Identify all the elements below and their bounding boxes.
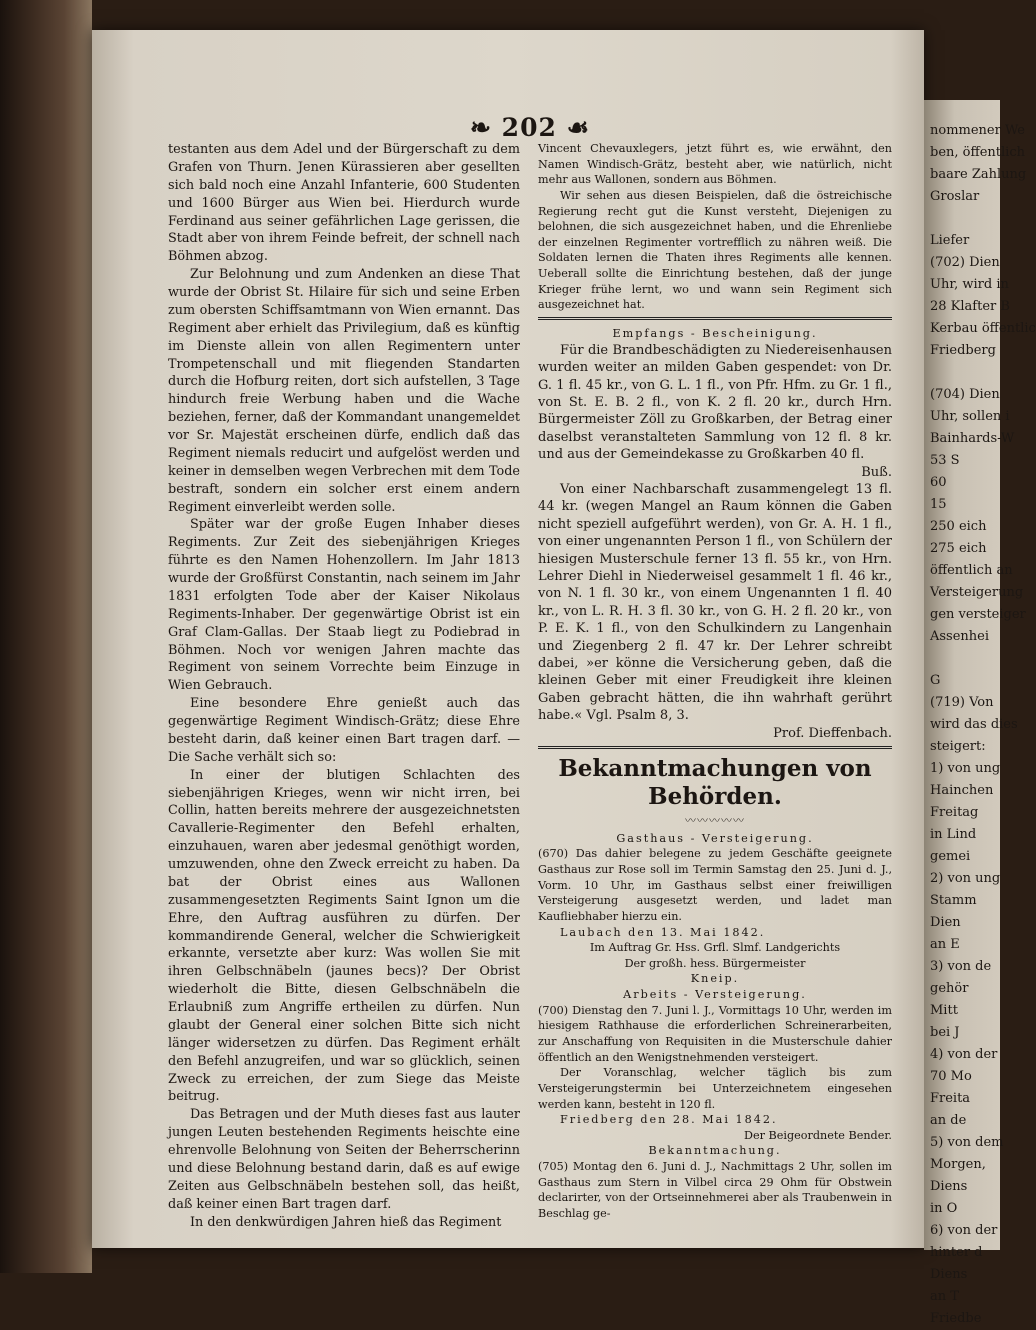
margin-line: Uhr, wird in <box>930 277 1009 292</box>
margin-line: ben, öffentlich <box>930 145 1025 160</box>
paragraph: Das Betragen und der Muth dieses fast aus lauter jungen Leuten bestehenden Regiments heischte eine ehrenvolle Belohnung von Seiten der Beherrscherinn und diese Belohnung bestand darin, daß es auf ewige Zeiten aus Gelbschnäbeln bestehen soll, das heißt, daß keiner einen Bart tragen darf. <box>168 1107 520 1212</box>
margin-line: Uhr, sollen i <box>930 409 1010 424</box>
margin-line: Diens <box>930 1179 968 1194</box>
page-header <box>470 113 590 142</box>
margin-line: Bainhards-W <box>930 431 1015 446</box>
margin-line: an T <box>930 1289 959 1304</box>
announcement-text: (700) Dienstag den 7. Juni l. J., Vormittags 10 Uhr, werden im hiesigem Rathhause die erforderlichen Schreinerarbeiten, zur Anschaffung von Requisiten in die Musterschule dahier öffentlich an den Wenigstnehmenden versteigert. <box>538 1003 892 1064</box>
margin-line: (702) Dien <box>930 255 1000 270</box>
announcement-place-date: Laubach den 13. Mai 1842. <box>560 925 766 939</box>
margin-line: Assenhei <box>930 629 990 644</box>
left-column <box>168 141 520 1231</box>
margin-line: steigert: <box>930 739 986 754</box>
margin-line: Kerbau öffentlic <box>930 321 1036 336</box>
margin-line: 2) von ung <box>930 871 1001 886</box>
receipt-signature: Prof. Dieffenbach. <box>773 725 892 741</box>
margin-line: in Lind <box>930 827 977 842</box>
margin-line: Mitt <box>930 1003 958 1018</box>
paragraph: Vincent Chevauxlegers, jetzt führt es, wie erwähnt, den Namen Windisch-Grätz, besteht aber, wie natürlich, nicht mehr aus Wallonen, sondern aus Böhmen. <box>538 142 892 187</box>
paragraph: Wir sehen aus diesen Beispielen, daß die östreichische Regierung recht gut die Kunst versteht, Diejenigen zu belohnen, die sich ausgezeichnet haben, und die Ehrenliebe der einzelnen Regimenter vortrefflich zu nähren weiß. Die Soldaten lernen die Thaten ihres Regiments alle kennen. Ueberall sollte die Einrichtung bestehen, daß der junge Krieger frühe lernt, wo und wann sein Regiment sich ausgezeichnet hat. <box>538 188 892 312</box>
announcement-text: Der Voranschlag, welcher täglich bis zum Versteigerungstermin bei Unterzeichnetem eingesehen werden kann, besteht in 120 fl. <box>538 1066 892 1111</box>
margin-line: in O <box>930 1201 958 1216</box>
margin-line: Dien <box>930 915 961 930</box>
paragraph: testanten aus dem Adel und der Bürgerschaft zu dem Grafen von Thurn. Jenen Kürassieren aber gesellten sich bald noch eine Anzahl Infanterie, 600 Studenten und 1600 Bürger aus Wien bei. Hierdurch wurde Ferdinand aus seiner gefährlichen Lage gerissen, die Stadt aber von ihrem Feinde befreit, der schnell nach Böhmen abzog. <box>168 142 520 265</box>
margin-line: Freitag <box>930 805 979 820</box>
ornament: 〰〰〰〰〰 <box>685 814 745 828</box>
margin-line <box>930 362 1000 384</box>
next-page-margin-text <box>930 120 1036 1330</box>
margin-line <box>930 208 1000 230</box>
announcement-text: (670) Das dahier belegene zu jedem Geschäfte geeignete Gasthaus zur Rose soll im Termin Samstag den 25. Juni d. J., Vorm. 10 Uhr, im Gasthaus selbst einer freiwilligen Versteigerung ausgesetzt werden, und ladet man Kaufliebhaber hierzu ein. <box>538 847 892 923</box>
margin-line: gen versteiger <box>930 607 1026 622</box>
margin-line: öffentlich an <box>930 563 1013 578</box>
margin-line: 6) von der <box>930 1223 998 1238</box>
announcement-signature: Im Auftrag Gr. Hss. Grfl. Slmf. Landgerichts <box>589 941 841 955</box>
section-title: Bekanntmachungen von Behörden. <box>558 755 872 811</box>
paragraph: In einer der blutigen Schlachten des siebenjährigen Krieges, wenn wir nicht irren, bei Collin, hatten bereits mehrere der ausgezeichnetsten Cavallerie-Regimenter den Befehl erhalten, einzuhauen, waren aber jedesmal genöthigt worden, umzuwenden, ohne den Zweck erreicht zu haben. Da bat der Obrist eines aus Wallonen zusammengesetzten Regiments Saint Ignon um die Ehre, den Auftrag ausführen zu dürfen. Der kommandirende General, welcher die Schwierigkeit erkannte, versetzte aber kurz: Was wollen Sie mit ihren Gelbschnäbeln (jaunes becs)? Der Obrist wiederholt die Bitte, diesen Gelbschnäbeln die Erlaubniß zum Angriffe ertheilen zu dürfen. Nun glaubt der General einer solchen Bitte sich nicht länger widersetzen zu dürfen. Das Regiment erhält den Befehl anzugreifen, und war so glücklich, seinen Zweck zu erreichen, der zum Siege das Meiste beitrug. <box>168 767 520 1105</box>
margin-line: baare Zahlung <box>930 167 1027 182</box>
margin-line: gemei <box>930 849 971 864</box>
receipt-text: Für die Brandbeschädigten zu Niedereisenhausen wurden weiter an milden Gaben gespendet: von Dr. G. 1 fl. 45 kr., von G. L. 1 fl., von Pfr. Hfm. zu Gr. 1 fl., von St. E. B. 2 fl., von K. 2 fl. 20 kr., durch Hrn. Bürgermeister Zöll zu Großkarben, der Betrag einer daselbst veranstalteten Sammlung von 12 fl. 8 kr. und aus der Gemeindekasse zu Großkarben 40 fl. <box>538 342 892 463</box>
margin-line: (704) Dien <box>930 387 1000 402</box>
margin-line: Versteigerung <box>930 585 1024 600</box>
right-column <box>538 141 892 1222</box>
margin-line: Morgen, <box>930 1157 986 1172</box>
paragraph: Später war der große Eugen Inhaber dieses Regiments. Zur Zeit des siebenjährigen Krieges führte es den Namen Hohenzollern. Im Jahr 1813 wurde der Großfürst Constantin, nach seinem im Jahr 1831 erfolgten Tode aber der Kaiser Nikolaus Regiments-Inhaber. Der gegenwärtige Obrist ist ein Graf Clam-Gallas. Der Staab liegt zu Podiebrad in Böhmen. Noch vor wenigen Jahren machte das Regiment von seinem Vorrechte beim Einzuge in Wien Gebrauch. <box>168 517 520 694</box>
book-binding <box>0 0 92 1273</box>
margin-line: 1) von ung <box>930 761 1001 776</box>
announcement-signature: Der großh. hess. Bürgermeister <box>624 956 806 970</box>
margin-line: wird das dies <box>930 717 1018 732</box>
header-ornament-right: ☙ <box>566 113 590 142</box>
margin-line: gehör <box>930 981 969 996</box>
margin-line: Freita <box>930 1091 971 1106</box>
margin-line: Friedberg <box>930 343 996 358</box>
announcement-place-date: Friedberg den 28. Mai 1842. <box>560 1113 778 1127</box>
divider <box>538 317 892 320</box>
margin-line: 28 Klafter B <box>930 299 1010 314</box>
margin-line: 250 eich <box>930 519 987 534</box>
announcement-title: Gasthaus - Versteigerung. <box>616 831 814 845</box>
announcement-title: Bekanntmachung. <box>648 1144 782 1158</box>
header-ornament-left: ❧ <box>470 113 492 142</box>
announcement-signature: Der Beigeordnete Bender. <box>744 1128 892 1142</box>
announcement-signature: Kneip. <box>690 972 740 986</box>
margin-line: 3) von de <box>930 959 992 974</box>
margin-line: Hainchen <box>930 783 994 798</box>
margin-line: 70 Mo <box>930 1069 972 1084</box>
paragraph: Zur Belohnung und zum Andenken an diese That wurde der Obrist St. Hilaire für sich und seine Erben zum obersten Schiffsamtmann von Wien ernannt. Das Regiment aber erhielt das Privilegium, daß es künftig im Dienste allein von allen Regimentern unter Trompetenschall und mit fliegenden Standarten durch die Hofburg reiten, dort sich aufstellen, 3 Tage hindurch freie Werbung haben und die Wache beziehen, ferner, daß der Kommandant unangemeldet vor Sr. Majestät erscheinen dürfe, endlich daß das Regiment niemals reducirt und aufgelöst werden und keiner in demselben wegen Verbrechen mit dem Tode bestraft, sondern ein solcher erst einem andern Regiment einverleibt werden solle. <box>168 267 520 515</box>
margin-line <box>930 648 1000 670</box>
receipt-signature: Buß. <box>861 464 892 480</box>
margin-line: hinter d <box>930 1245 983 1260</box>
margin-line: 15 <box>930 497 947 512</box>
margin-line: 4) von der <box>930 1047 998 1062</box>
margin-line: (719) Von <box>930 695 994 710</box>
margin-line: 53 S <box>930 453 960 468</box>
page-number: 202 <box>501 113 557 142</box>
margin-line: nommener We <box>930 123 1025 138</box>
margin-line: an de <box>930 1113 967 1128</box>
receipt-title: Empfangs - Bescheinigung. <box>612 327 818 341</box>
margin-line: G <box>930 673 941 688</box>
margin-line: Groslar <box>930 189 980 204</box>
margin-line: an E <box>930 937 960 952</box>
paragraph: Eine besondere Ehre genießt auch das gegenwärtige Regiment Windisch-Grätz; diese Ehre besteht darin, daß keiner einen Bart tragen darf. — Die Sache verhält sich so: <box>168 696 520 765</box>
margin-line: Liefer <box>930 233 970 248</box>
margin-line: Stamm <box>930 893 977 908</box>
margin-line: bei J <box>930 1025 960 1040</box>
margin-line: 275 eich <box>930 541 987 556</box>
paragraph: In den denkwürdigen Jahren hieß das Regiment <box>190 1214 502 1230</box>
receipt-text: Von einer Nachbarschaft zusammengelegt 13 fl. 44 kr. (wegen Mangel an Raum können die Gaben nicht speziell aufgeführt werden), von Gr. A. H. 1 fl., von einer ungenannten Person 1 fl., von Schülern der hiesigen Musterschule ferner 13 fl. 55 kr., von Hrn. Lehrer Diehl in Niederweisel gesammelt 1 fl. 46 kr., von N. 1 fl. 30 kr., von einem Ungenannten 1 fl. 40 kr., von L. R. H. 3 fl. 30 kr., von G. H. 2 fl. 20 kr., von P. E. K. 1 fl., von den Schulkindern zu Langenhain und Ziegenberg 2 fl. 47 kr. Der Lehrer schreibt dabei, »er könne die Versicherung geben, daß die kleinen Geber mit einer Freudigkeit ihre kleinen Gaben gebracht hätten, die ihn wahrhaft gerührt habe.« Vgl. Psalm 8, 3. <box>538 481 892 724</box>
announcement-title: Arbeits - Versteigerung. <box>623 988 807 1002</box>
margin-line: 60 <box>930 475 947 490</box>
margin-line: Diens <box>930 1267 968 1282</box>
announcement-text: (705) Montag den 6. Juni d. J., Nachmittags 2 Uhr, sollen im Gasthaus zum Stern in Vilbel circa 29 Ohm für Obstwein declarirter, von der Ortseinnehmerei aber als Traubenwein in Beschlag ge- <box>538 1160 892 1221</box>
margin-line: Friedbe <box>930 1311 982 1326</box>
divider <box>538 746 892 749</box>
margin-line: 5) von dem <box>930 1135 1004 1150</box>
